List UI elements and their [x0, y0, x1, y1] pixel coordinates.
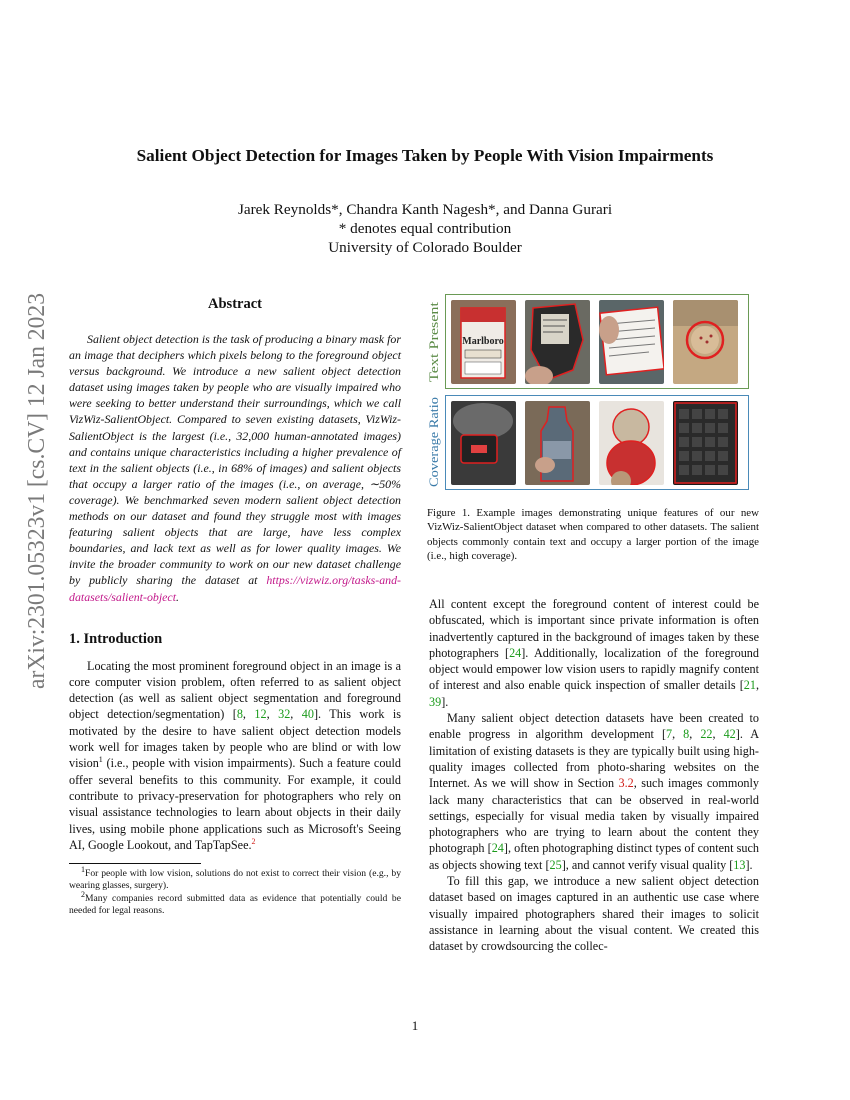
row-label-coverage-ratio: [425, 395, 443, 490]
thumbnail-text: Marlboro: [462, 336, 504, 347]
row-label-text: Text Present: [427, 320, 441, 382]
abstract-text: [69, 331, 401, 605]
footnote-text: For people with low vision, solutions do not exist to correct their vision (e.g., by wearing glasses, surgery).: [69, 868, 401, 892]
right-text: ]. Additionally, localization of the foreground object would empower low vision users to rapidly magnify content of interest and also enable quick inspection of smaller details [: [429, 645, 759, 693]
right-text: Many salient object detection datasets have been created to enable progress in algorithm development [: [429, 711, 759, 742]
equal-contribution-note: * denotes equal contribution: [338, 220, 512, 237]
right-paragraph-2: Many salient object detection datasets have been created to enable progress in algorithm development [7, 8, 22, 42]. A limitation of existing datasets is they are typically built using high-quality images collected from photo-sharing websites on the Internet. As we will show in Section 3.2, such images commonly lack many characteristics that can be observed in real-world settings, especially for visual media taken by visually impaired photographers who are trying to learn about the content they photograph [24], often photographing distinct types of content such as objects showing text [25], and cannot verify visual quality [13].: [429, 711, 760, 872]
citation-link[interactable]: 24: [509, 645, 522, 660]
citation-link[interactable]: 13: [733, 857, 746, 872]
author-block: [40, 200, 810, 257]
arxiv-stamp: [4, 291, 56, 691]
footnote-mark: 1: [81, 864, 85, 874]
figure-thumbnail: [451, 300, 516, 384]
footnote-2: [69, 889, 401, 917]
right-text: ], and cannot verify visual quality [: [561, 857, 734, 872]
citation-link[interactable]: 22: [700, 727, 713, 742]
citation-link[interactable]: 8: [236, 707, 243, 722]
right-paragraph-1: All content except the foreground content of interest could be obfuscated, which is important since private information is often inadvertently captured in the background of images taken by these photographers [24]. Additionally, localization of the foreground object would empower low vision users to rapidly magnify content of interest and also enable quick inspection of smaller details [21, 39].: [429, 597, 759, 709]
figure-thumbnail: [673, 401, 738, 485]
figure-thumbnail: [451, 401, 516, 485]
citation-link[interactable]: 21: [743, 678, 756, 693]
intro-text-a: Locating the most prominent foreground object in an image is a core computer vision problem, often referred to as salient object detection (as well as salient object segmentation and foreground object detection/segmentation) [: [69, 658, 401, 722]
intro-heading: 1. Introduction: [69, 630, 163, 647]
intro-text-c: (i.e., people with vision impairments). Such a feature could offer several benefits to this community. For example, it could contribute to privacy-preservation for photographers who rely on visual assistance technologies to learn about objects in their daily lives, using mobile phone applications such as Microsoft's Seeing AI, Google Lookout, and TapTapSee.: [69, 756, 401, 852]
figure-thumbnail: [525, 300, 590, 384]
right-text: , such images commonly lack many characteristics that can be observed in real-world settings, especially for visual media taken by visually impaired photographers who are trying to learn about the content they photograph [: [429, 776, 759, 856]
citation-link[interactable]: 42: [723, 727, 736, 742]
citation-link[interactable]: 40: [301, 707, 314, 722]
row-label-text-present: [425, 294, 443, 389]
right-column: [429, 596, 759, 955]
right-text: ].: [745, 857, 753, 872]
affiliation: University of Colorado Boulder: [328, 239, 522, 256]
intro-text-b: ]. This work is motivated by the desire to have salient object detection models work well for images taken by people who are blind or with low vision: [69, 707, 402, 771]
author-names: Jarek Reynolds*, Chandra Kanth Nagesh*, and Danna Gurari: [237, 201, 613, 218]
footnote-marker[interactable]: 1: [98, 755, 103, 765]
right-text: ].: [441, 694, 449, 709]
page-number: 1: [411, 1018, 419, 1033]
right-text: All content except the foreground content of interest could be obfuscated, which is important since private information is often inadvertently captured in the background of images taken by these photographers [: [429, 597, 759, 660]
footnote-1: [69, 864, 401, 892]
right-text: ], often photographing distinct types of content such as objects showing text [: [429, 841, 759, 872]
figure-1: [425, 294, 749, 494]
right-paragraph-3: To fill this gap, we introduce a new salient object detection dataset based on images captured in an authentic use case where visually impaired photographers shared their images to solicit assistance in learning about the visual content. We created this dataset by crowdsourcing the collec-: [429, 874, 759, 954]
footnote-mark: 2: [81, 889, 85, 899]
citation-link[interactable]: 12: [254, 707, 267, 722]
figure-thumbnail: [673, 300, 738, 384]
figure-thumbnail: [599, 300, 664, 384]
figure-thumbnail: [599, 401, 664, 485]
section-link[interactable]: 3.2: [618, 776, 634, 791]
figure-caption: Figure 1. Example images demonstrating unique features of our new VizWiz-SalientObject dataset when compared to other datasets. The salient objects commonly contain text and occupy a larger portion of the image (i.e., high coverage).: [427, 507, 759, 562]
citation-link[interactable]: 8: [683, 727, 690, 742]
coverage-ratio-row: [445, 395, 749, 490]
citation-link[interactable]: 39: [429, 694, 442, 709]
text-present-row: [445, 294, 749, 389]
citation-link[interactable]: 24: [491, 841, 504, 856]
dataset-link[interactable]: https://vizwiz.org/tasks-and-datasets/salient-object: [69, 573, 401, 604]
paper-title: Salient Object Detection for Images Taken by People With Vision Impairments: [136, 146, 714, 165]
abstract-body: Salient object detection is the task of producing a binary mask for an image that deciphers which pixels belong to the foreground object versus background. We introduce a new salient object detection dataset using images taken by people who are visually impaired who were seeking to better understand their surroundings, which we call VizWiz-SalientObject. Compared to seven existing datasets, VizWiz-SalientObject is the largest (i.e., 32,000 human-annotated images) and contains unique characteristics including a higher prevalence of text in the salient objects (i.e., in 68% of images) and salient objects that occupy a larger ratio of the images (i.e., on average, ∼50% coverage). We benchmarked seven modern salient object detection methods on our dataset and found they struggle most with images featuring salient objects that are large, have less complex boundaries, and lack text as well as for lower quality images. We invite the broader community to work on our new dataset challenge by publicly sharing the dataset at: [69, 332, 401, 588]
abstract-heading: Abstract: [208, 296, 262, 312]
footnote-divider: [69, 863, 201, 864]
footnote-marker[interactable]: 2: [251, 836, 256, 846]
left-column: [69, 296, 401, 917]
arxiv-id-text: arXiv:2301.05323v1 [cs.CV] 12 Jan 2023: [24, 291, 50, 689]
abstract-end: .: [176, 589, 179, 604]
row-label-text: Coverage Ratio: [427, 408, 441, 487]
right-text: ]. A limitation of existing datasets is they are typically built using high-quality images collected from photo-sharing websites on the Internet. As we will show in Section: [429, 727, 760, 791]
citation-link[interactable]: 7: [666, 727, 673, 742]
citation-link[interactable]: 32: [278, 707, 291, 722]
figure-thumbnail: [525, 401, 590, 485]
citation-link[interactable]: 25: [549, 857, 562, 872]
intro-paragraph: Locating the most prominent foreground object in an image is a core computer vision problem, often referred to as salient object detection (as well as salient object segmentation and foreground object detection/segmentation) [8, 12, 32, 40]. This work is motivated by the desire to have salient object detection models work well for images taken by people who are blind or with low vision$^1$ (i.e., people with vision impairments). Such a feature could offer several benefits to this community. For example, it could contribute to privacy-preservation for photographers who rely on visual assistance technologies to learn about objects in their daily lives, using mobile phone applications such as Microsoft's Seeing AI, Google Lookout, and TapTapSee.$^2$: [69, 658, 402, 852]
footnote-text: Many companies record submitted data as evidence that potentially could be needed for legal reasons.: [69, 892, 401, 916]
